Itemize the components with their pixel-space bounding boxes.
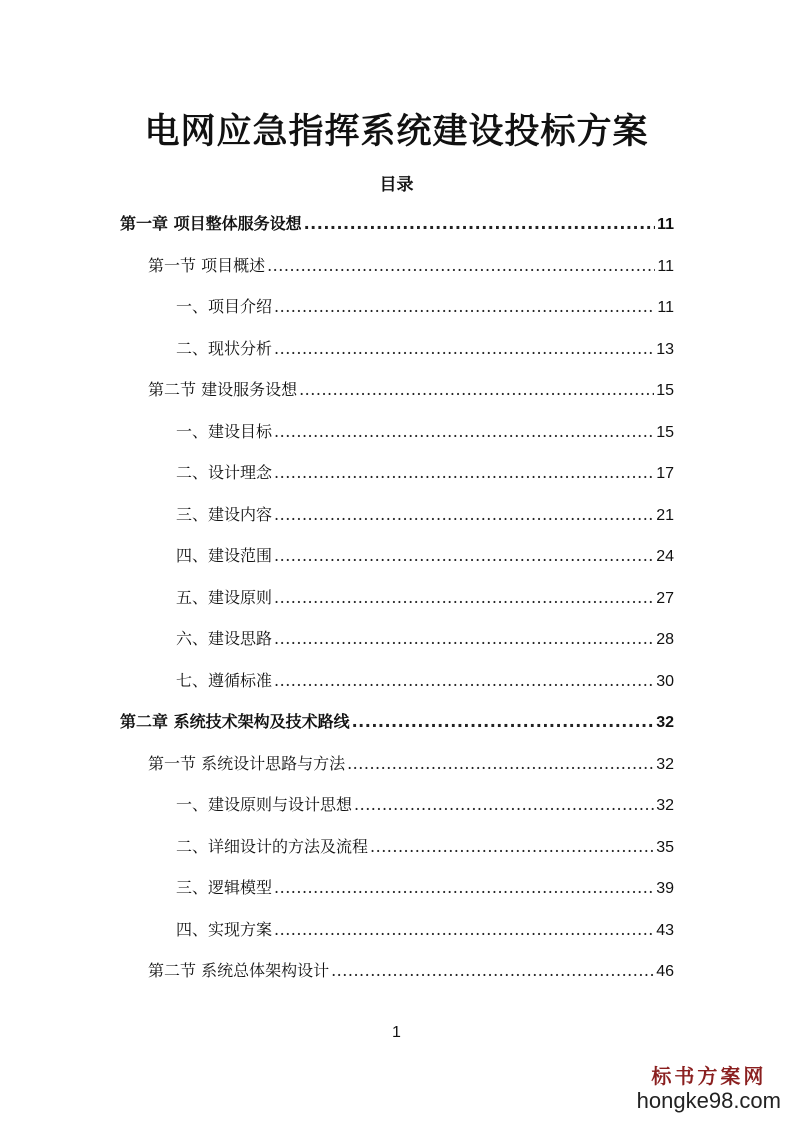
- toc-entry-page: 32: [656, 797, 674, 814]
- toc-entry-page: 15: [656, 424, 674, 441]
- toc-entry-text: 五、建设原则: [176, 588, 273, 607]
- watermark-url: hongke98.com: [636, 1088, 781, 1113]
- toc-leader-dots: [274, 588, 654, 607]
- toc-leader-dots: [274, 463, 654, 482]
- toc-entry-chapter-1[interactable]: [120, 211, 674, 237]
- toc-entry-page: 11: [657, 299, 674, 316]
- toc-entry-text: 三、逻辑模型: [176, 878, 273, 897]
- toc-leader-dots: [267, 256, 655, 275]
- toc-entry-text: 六、建设思路: [176, 629, 273, 648]
- toc-entry-text: 四、建设范围: [176, 546, 273, 565]
- toc-leader-dots: [299, 380, 654, 399]
- toc-leader-dots: [331, 961, 654, 980]
- watermark-cn-text: 标书方案网: [651, 1064, 767, 1088]
- toc-leader-dots: [274, 671, 654, 690]
- toc-entry-subsection[interactable]: [176, 585, 674, 611]
- toc-entry-page: 13: [656, 341, 674, 358]
- toc-entry-text: 第二节 系统总体架构设计: [148, 961, 330, 980]
- toc-entry-page: 24: [656, 548, 674, 565]
- toc-entry-subsection[interactable]: [176, 502, 674, 528]
- toc-entry-page: 17: [656, 465, 674, 482]
- toc-leader-dots: [274, 505, 654, 524]
- toc-entry-text: 二、现状分析: [176, 339, 273, 358]
- toc-entry-text: 四、实现方案: [176, 920, 273, 939]
- toc-leader-dots: [274, 339, 654, 358]
- toc-entry-subsection[interactable]: [176, 917, 674, 943]
- toc-entry-subsection[interactable]: [176, 792, 674, 818]
- toc-leader-dots: [352, 712, 655, 731]
- watermark: [637, 1064, 781, 1114]
- toc-entry-page: 15: [656, 382, 674, 399]
- document-title: 电网应急指挥系统建设投标方案: [144, 112, 649, 152]
- toc-entry-section[interactable]: [148, 958, 674, 984]
- toc-entry-section[interactable]: [148, 377, 674, 403]
- toc-entry-subsection[interactable]: [176, 668, 674, 694]
- toc-entry-text: 三、建设内容: [176, 505, 273, 524]
- toc-entry-section[interactable]: [148, 751, 674, 777]
- toc-leader-dots: [347, 754, 654, 773]
- toc-entry-subsection[interactable]: [176, 875, 674, 901]
- toc-entry-page: 11: [657, 258, 674, 275]
- toc-entry-text: 第一节 项目概述: [148, 256, 266, 275]
- toc-entry-page: 43: [656, 922, 674, 939]
- toc-entry-page: 28: [656, 631, 674, 648]
- toc-leader-dots: [274, 920, 654, 939]
- toc-leader-dots: [370, 837, 654, 856]
- toc-entry-page: 21: [656, 507, 674, 524]
- toc-leader-dots: [274, 546, 654, 565]
- toc-entry-subsection[interactable]: [176, 294, 674, 320]
- toc-entry-page: 27: [656, 590, 674, 607]
- toc-leader-dots: [274, 878, 654, 897]
- toc-entry-page: 35: [656, 839, 674, 856]
- toc-leader-dots: [304, 214, 656, 233]
- toc-entry-text: 第二章 系统技术架构及技术路线: [120, 712, 350, 731]
- toc-entry-text: 一、建设目标: [176, 422, 273, 441]
- toc-entry-text: 第一节 系统设计思路与方法: [148, 754, 346, 773]
- toc-entry-page: 32: [656, 714, 674, 731]
- toc-heading: 目录: [379, 175, 414, 195]
- toc-entry-subsection[interactable]: [176, 419, 674, 445]
- page-number: 1: [392, 1024, 401, 1041]
- toc-entry-subsection[interactable]: [176, 543, 674, 569]
- toc-entry-text: 七、遵循标准: [176, 671, 273, 690]
- toc-entry-page: 39: [656, 880, 674, 897]
- toc-entry-subsection[interactable]: [176, 336, 674, 362]
- toc-entry-subsection[interactable]: [176, 626, 674, 652]
- toc-entry-text: 一、项目介绍: [176, 297, 273, 316]
- toc-entry-text: 二、详细设计的方法及流程: [176, 837, 369, 856]
- toc-entry-page: 32: [656, 756, 674, 773]
- toc-entry-page: 30: [656, 673, 674, 690]
- toc-entry-page: 46: [656, 963, 674, 980]
- toc-entry-text: 二、设计理念: [176, 463, 273, 482]
- toc-entry-text: 第二节 建设服务设想: [148, 380, 298, 399]
- toc-entry-section[interactable]: [148, 253, 674, 279]
- toc-leader-dots: [354, 795, 654, 814]
- toc-leader-dots: [274, 629, 654, 648]
- toc-entry-text: 一、建设原则与设计思想: [176, 795, 353, 814]
- toc-entry-subsection[interactable]: [176, 834, 674, 860]
- toc-entry-chapter-2[interactable]: [120, 709, 674, 735]
- toc-leader-dots: [274, 297, 655, 316]
- toc-leader-dots: [274, 422, 654, 441]
- toc-entry-text: 第一章 项目整体服务设想: [120, 214, 302, 233]
- toc-entry-subsection[interactable]: [176, 460, 674, 486]
- toc-entry-page: 11: [657, 216, 674, 233]
